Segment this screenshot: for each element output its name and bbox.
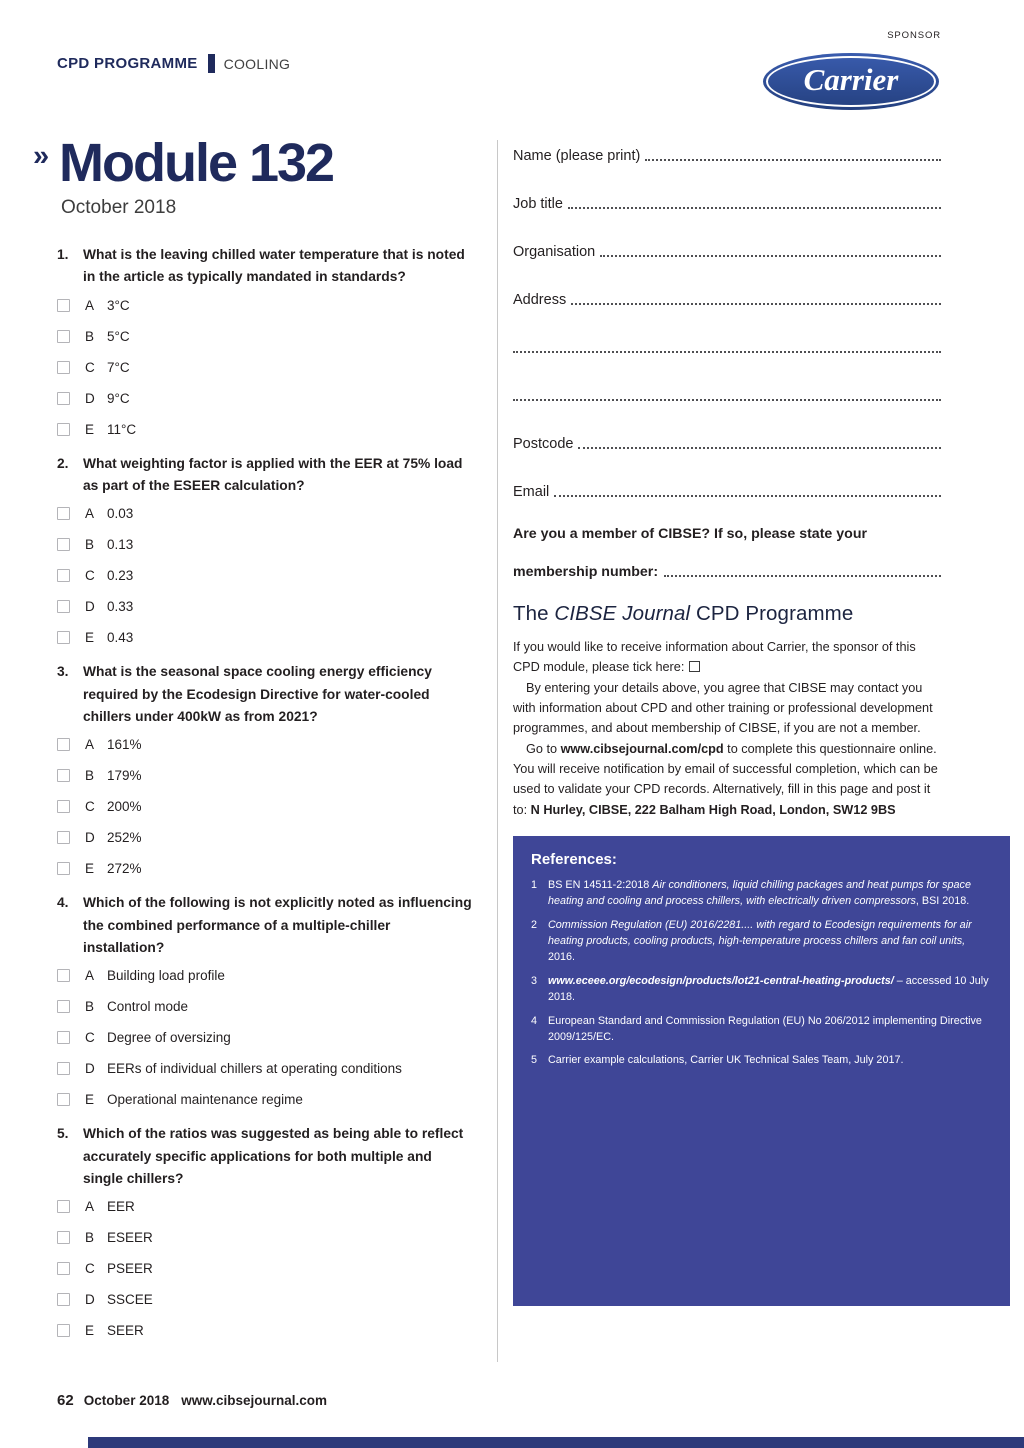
option-letter: A (85, 737, 95, 753)
answer-checkbox[interactable] (57, 538, 70, 551)
form-field-row (513, 334, 941, 356)
paragraph (513, 739, 943, 820)
paragraph (513, 678, 943, 739)
text-segment: Carrier example calculations, Carrier UK Technical Sales Team, July 2017. (548, 1054, 904, 1067)
answer-checkbox[interactable] (57, 831, 70, 844)
option-label: Building load profile (107, 968, 225, 984)
page-footer (57, 1392, 327, 1409)
form-field-row (513, 478, 941, 500)
option-letter: E (85, 630, 95, 646)
option-letter: C (85, 359, 95, 375)
form-field-row (513, 286, 941, 308)
answer-checkbox[interactable] (57, 1093, 70, 1106)
text-segment: – accessed 10 July 2018. (548, 974, 989, 1004)
answer-option[interactable] (57, 568, 475, 583)
question-number: 1. (57, 247, 69, 262)
option-letter: C (85, 1261, 95, 1277)
answer-option[interactable] (57, 1030, 475, 1045)
reference-text (548, 917, 992, 966)
form-field-label: Email (513, 484, 550, 500)
answer-checkbox[interactable] (57, 392, 70, 405)
question (57, 244, 475, 437)
reference-number: 3 (531, 974, 538, 987)
option-letter: E (85, 1092, 95, 1108)
answer-option[interactable] (57, 999, 475, 1014)
reference-number: 4 (531, 1014, 538, 1027)
form-field-input[interactable] (513, 399, 941, 401)
answer-checkbox[interactable] (57, 1000, 70, 1013)
form-field-input[interactable] (571, 303, 941, 305)
option-label: SSCEE (107, 1292, 153, 1308)
option-label: SEER (107, 1323, 144, 1339)
reference-item (531, 973, 992, 1006)
answer-option[interactable] (57, 599, 475, 614)
question-text-row (57, 661, 475, 728)
references-list (531, 877, 992, 1069)
question-text-row (57, 244, 475, 289)
answer-option[interactable] (57, 422, 475, 437)
question (57, 661, 475, 876)
answer-option[interactable] (57, 1261, 475, 1276)
question-text: What is the leaving chilled water temperature that is noted in the article as typically mandated in standards? (83, 247, 465, 285)
kicker-divider-bar (208, 54, 215, 73)
option-letter: C (85, 1030, 95, 1046)
answer-option[interactable] (57, 830, 475, 845)
reference-number: 1 (531, 878, 538, 891)
option-label: 0.33 (107, 599, 134, 615)
footer-website: www.cibsejournal.com (181, 1393, 328, 1408)
module-header (33, 133, 475, 193)
option-label: 161% (107, 737, 142, 753)
answer-checkbox[interactable] (57, 631, 70, 644)
answer-option[interactable] (57, 1092, 475, 1107)
option-letter: E (85, 861, 95, 877)
option-letter: D (85, 599, 95, 615)
answer-checkbox[interactable] (57, 423, 70, 436)
question-text: Which of the following is not explicitly noted as influencing the combined performance of a multiple-chiller installation? (83, 895, 472, 956)
option-label: 3°C (107, 297, 130, 313)
references-title: References: (531, 850, 617, 868)
answer-option[interactable] (57, 768, 475, 783)
text-segment: , BSI 2018. (915, 895, 970, 908)
option-label: 0.13 (107, 537, 134, 553)
question-text-row (57, 453, 475, 498)
text-segment: www.eceee.org/ecodesign/products/lot21-central-heating-products/ (548, 974, 894, 987)
question (57, 1123, 475, 1338)
option-label: 11°C (107, 421, 137, 437)
form-field-label: Organisation (513, 244, 596, 260)
questions-list (57, 244, 475, 1338)
answer-checkbox[interactable] (57, 1324, 70, 1337)
answer-checkbox[interactable] (57, 738, 70, 751)
text-segment: N Hurley, CIBSE, 222 Balham High Road, London, SW12 9BS (530, 802, 896, 817)
column-divider (497, 140, 498, 1362)
answer-option[interactable] (57, 360, 475, 375)
topic-label: COOLING (223, 55, 291, 72)
form-field-input[interactable] (600, 255, 941, 257)
reference-text (548, 973, 992, 1006)
text-segment: Air conditioners, liquid chilling packages and heat pumps for space heating and cooling and process chillers, with electrically driven compressors (548, 878, 971, 908)
option-letter: A (85, 297, 95, 313)
question-number: 5. (57, 1126, 69, 1142)
answer-option[interactable] (57, 968, 475, 983)
text-segment: BS EN 14511-2:2018 (548, 878, 653, 891)
option-letter: C (85, 799, 95, 815)
form-field-input[interactable] (513, 351, 941, 353)
answer-checkbox[interactable] (57, 361, 70, 374)
answer-option[interactable] (57, 537, 475, 552)
form-field-row (513, 430, 941, 452)
answer-checkbox[interactable] (57, 1062, 70, 1075)
option-label: Control mode (107, 999, 189, 1015)
reference-text (548, 1052, 992, 1068)
answer-checkbox[interactable] (57, 600, 70, 613)
question (57, 453, 475, 646)
text-segment: European Standard and Commission Regulation (EU) No 206/2012 implementing Directive 2009/125/EC. (548, 1014, 982, 1044)
membership-number-label: membership number: (513, 564, 659, 580)
form-field-label: Name (please print) (513, 148, 641, 164)
question-number: 4. (57, 895, 69, 911)
reference-item (531, 917, 992, 966)
answer-option[interactable] (57, 1199, 475, 1214)
paragraph (513, 637, 943, 678)
answer-option[interactable] (57, 1292, 475, 1307)
chevron-icon: » (33, 140, 50, 172)
carrier-logo (763, 53, 939, 110)
reference-number: 5 (531, 1054, 538, 1067)
option-label: 7°C (107, 359, 130, 375)
form-field-row (513, 190, 941, 212)
membership-question: Are you a member of CIBSE? If so, please state your (513, 526, 868, 542)
option-label: 179% (107, 768, 142, 784)
sponsor-label: SPONSOR (887, 30, 941, 41)
answer-option[interactable] (57, 861, 475, 876)
option-label: 9°C (107, 390, 130, 406)
form-field-row (513, 238, 941, 260)
question-number: 2. (57, 455, 69, 471)
option-label: 200% (107, 799, 142, 815)
answer-checkbox[interactable] (57, 569, 70, 582)
reference-item (531, 1013, 992, 1046)
option-letter: A (85, 968, 95, 984)
option-label: 0.03 (107, 506, 134, 522)
option-letter: D (85, 830, 95, 846)
answer-checkbox[interactable] (57, 862, 70, 875)
answer-option[interactable] (57, 737, 475, 752)
form-field-input[interactable] (578, 447, 941, 449)
form-field-input[interactable] (554, 495, 941, 497)
text-segment: If you would like to receive information about Carrier, the sponsor of this CPD module, please tick here: (513, 640, 916, 675)
tick-here-checkbox[interactable] (689, 661, 700, 672)
answer-checkbox[interactable] (57, 769, 70, 782)
option-label: 0.23 (107, 568, 134, 584)
answer-option[interactable] (57, 298, 475, 313)
answer-checkbox[interactable] (57, 1231, 70, 1244)
question-text: What is the seasonal space cooling energy efficiency required by the Ecodesign Directive for water-cooled chillers under 400kW as from 2021? (83, 664, 432, 725)
question-text: What weighting factor is applied with the EER at 75% load as part of the ESEER calculation? (83, 455, 463, 494)
text-segment: CIBSE Journal (554, 602, 691, 625)
option-letter: B (85, 999, 95, 1015)
option-label: 5°C (107, 328, 130, 344)
option-letter: B (85, 1230, 95, 1246)
option-label: Operational maintenance regime (107, 1092, 303, 1108)
reference-number: 2 (531, 918, 538, 931)
form-field-input[interactable] (568, 207, 941, 209)
option-label: ESEER (107, 1230, 153, 1246)
answer-option[interactable] (57, 506, 475, 521)
option-label: PSEER (107, 1261, 153, 1277)
question-text-row (57, 1123, 475, 1190)
option-letter: A (85, 506, 95, 522)
form-field-label: Job title (513, 196, 563, 212)
option-letter: D (85, 1061, 95, 1077)
question (57, 892, 475, 1107)
answer-option[interactable] (57, 799, 475, 814)
module-title: Module 132 (59, 133, 334, 193)
form-column (513, 142, 1010, 1306)
answer-checkbox[interactable] (57, 507, 70, 520)
reference-text (548, 877, 992, 910)
membership-number-row (513, 558, 941, 580)
answer-checkbox[interactable] (57, 1293, 70, 1306)
form-field-label: Postcode (513, 436, 574, 452)
text-segment: to complete this questionnaire online. You will receive notification by email of successful completion, which can be used to validate your CPD records. Alternatively, fill in this page and post it to: (513, 741, 938, 817)
form-field-row (513, 142, 941, 164)
option-label: Degree of oversizing (107, 1030, 231, 1046)
text-segment: Go to (526, 741, 561, 756)
cpd-programme-label: CPD PROGRAMME (57, 55, 198, 72)
answer-checkbox[interactable] (57, 330, 70, 343)
reference-text (548, 1013, 992, 1046)
option-label: 0.43 (107, 630, 134, 646)
answer-option[interactable] (57, 391, 475, 406)
form-field-row (513, 382, 941, 404)
answer-option[interactable] (57, 1230, 475, 1245)
answer-checkbox[interactable] (57, 1031, 70, 1044)
reference-item (531, 1052, 992, 1068)
answer-option[interactable] (57, 630, 475, 645)
module-date: October 2018 (61, 197, 177, 218)
reference-item (531, 877, 992, 910)
option-letter: E (85, 421, 95, 437)
answer-option[interactable] (57, 1323, 475, 1338)
text-segment: By entering your details above, you agree that CIBSE may contact you with information about CPD and other training or professional development programmes, and about membership of CIBSE, if you are not a member. (513, 680, 933, 736)
questions-column (33, 133, 475, 1354)
option-letter: D (85, 1292, 95, 1308)
answer-checkbox[interactable] (57, 969, 70, 982)
option-letter: D (85, 390, 95, 406)
membership-number-field[interactable] (664, 575, 941, 577)
option-letter: E (85, 1323, 95, 1339)
page-header (57, 54, 290, 73)
question-number: 3. (57, 664, 69, 680)
page-number: 62 (57, 1392, 74, 1409)
answer-checkbox[interactable] (57, 299, 70, 312)
option-letter: B (85, 328, 95, 344)
answer-option[interactable] (57, 1061, 475, 1076)
option-letter: C (85, 568, 95, 584)
answer-checkbox[interactable] (57, 800, 70, 813)
carrier-logo-text: Carrier (803, 62, 899, 97)
option-letter: A (85, 1199, 95, 1215)
answer-option[interactable] (57, 329, 475, 344)
text-segment: 2016. (548, 951, 576, 964)
contact-form (513, 142, 1010, 500)
answer-checkbox[interactable] (57, 1200, 70, 1213)
text-segment: www.cibsejournal.com/cpd (560, 741, 724, 756)
form-field-input[interactable] (645, 159, 941, 161)
form-field-label: Address (513, 292, 567, 308)
option-letter: B (85, 768, 95, 784)
question-text-row (57, 892, 475, 959)
text-segment: The (513, 602, 555, 625)
text-segment: Commission Regulation (EU) 2016/2281.... with regard to Ecodesign requirements for air heating products, cooling products, high-temperature process chillers and fan coil units, (548, 918, 972, 948)
bottom-page-bar (88, 1437, 1024, 1448)
cpd-programme-text (513, 637, 1010, 820)
answer-checkbox[interactable] (57, 1262, 70, 1275)
question-text: Which of the ratios was suggested as being able to reflect accurately specific applications for both multiple and single chillers? (83, 1126, 464, 1187)
option-label: EER (107, 1199, 135, 1215)
option-label: 272% (107, 861, 142, 877)
option-label: 252% (107, 830, 142, 846)
text-segment: CPD Programme (690, 602, 854, 625)
footer-date: October 2018 (83, 1393, 170, 1408)
option-label: EERs of individual chillers at operating conditions (107, 1061, 402, 1077)
option-letter: B (85, 537, 95, 553)
references-box (513, 836, 1010, 1306)
cpd-programme-heading (513, 602, 1010, 626)
